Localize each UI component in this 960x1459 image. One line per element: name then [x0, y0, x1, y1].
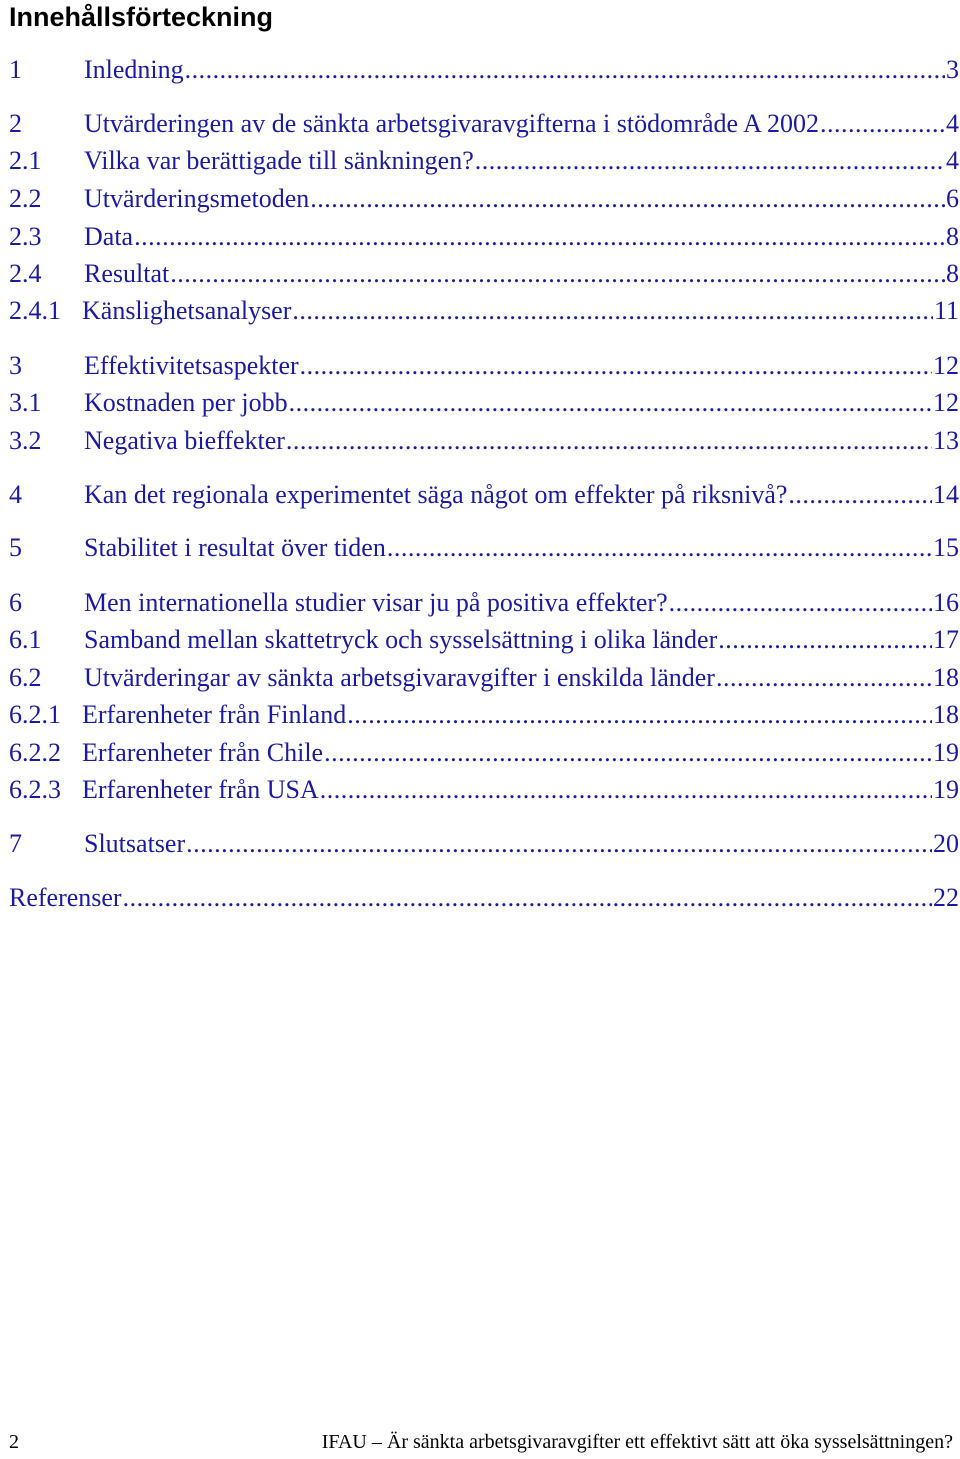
- toc-entry-title: Utvärderingen av de sänkta arbetsgivaravgifterna i stödområde A 2002: [84, 109, 819, 138]
- toc-entry-title: Stabilitet i resultat över tiden: [84, 533, 386, 562]
- toc-entry-text: [82, 294, 959, 328]
- toc-entry[interactable]: [9, 736, 959, 770]
- toc-entry[interactable]: [9, 144, 959, 178]
- toc-entry[interactable]: [9, 53, 959, 87]
- toc-entry-text: [84, 182, 959, 216]
- toc-entry[interactable]: [9, 698, 959, 732]
- toc-entry-title: Kostnaden per jobb: [84, 388, 288, 417]
- dot-leader: [716, 661, 932, 695]
- toc-entry-title: Men internationella studier visar ju på positiva effekter?: [84, 588, 668, 617]
- toc-entry-number: 2.4.1: [9, 296, 61, 325]
- toc-entry-page-number: 8: [946, 259, 959, 288]
- toc-entry[interactable]: [9, 531, 959, 565]
- toc-entry-title: Kan det regionala experimentet säga något om effekter på riksnivå?: [84, 480, 788, 509]
- toc-entry-text: [84, 424, 959, 458]
- toc-entry[interactable]: [9, 257, 959, 291]
- toc-entry-page-number: 8: [946, 222, 959, 251]
- toc-entry-title: Referenser: [9, 883, 122, 912]
- toc-entry-text: [84, 586, 959, 620]
- toc-entry-title: Negativa bieffekter: [84, 426, 285, 455]
- toc-entry-number: 6.2: [9, 663, 42, 692]
- page-footer: [9, 1428, 953, 1456]
- toc-entry-page-number: 19: [933, 775, 959, 804]
- toc-entry-number: 2.3: [9, 222, 42, 251]
- toc-entry[interactable]: [9, 182, 959, 216]
- toc-entry-page-number: 17: [933, 625, 959, 654]
- toc-entry-number: 2.1: [9, 146, 42, 175]
- dot-leader: [788, 478, 932, 512]
- toc-entry-page-number: 14: [933, 480, 959, 509]
- toc-entry-title: Känslighetsanalyser: [82, 296, 292, 325]
- toc-entry-number: 6.2.2: [9, 738, 61, 767]
- toc-entry-page-number: 13: [933, 426, 959, 455]
- toc-entry-title: Resultat: [84, 259, 170, 288]
- toc-entry-page-number: 11: [933, 296, 959, 325]
- toc-entry-number: 2: [9, 109, 22, 138]
- toc-entry-number: 3.2: [9, 426, 42, 455]
- toc-entry-title: Erfarenheter från Chile: [82, 738, 324, 767]
- toc-entry-page-number: 22: [933, 883, 959, 912]
- dot-leader: [320, 773, 932, 807]
- toc-entry-number: 7: [9, 829, 22, 858]
- toc-entry-title: Slutsatser: [84, 829, 186, 858]
- toc-entry-number: 5: [9, 533, 22, 562]
- dot-leader: [387, 531, 932, 565]
- toc-entry-title: Utvärderingar av sänkta arbetsgivaravgifter i enskilda länder: [84, 663, 715, 692]
- toc-entry-title: Vilka var berättigade till sänkningen?: [84, 146, 474, 175]
- dot-leader: [820, 107, 945, 141]
- toc-entry-number: 3: [9, 351, 22, 380]
- toc-entry[interactable]: [9, 661, 959, 695]
- dot-leader: [475, 144, 945, 178]
- toc-entry-text: [84, 386, 959, 420]
- footer-text: IFAU – Är sänkta arbetsgivaravgifter ett effektivt sätt att öka sysselsättningen?: [321, 1431, 953, 1453]
- toc-entry[interactable]: [9, 773, 959, 807]
- toc-entry-number: 6.2.3: [9, 775, 61, 804]
- dot-leader: [324, 736, 932, 770]
- toc-entry-title: Utvärderingsmetoden: [84, 184, 310, 213]
- dot-leader: [310, 182, 945, 216]
- toc-entry-text: [84, 53, 959, 87]
- toc-entry-text: [82, 698, 959, 732]
- toc-entry-text: [84, 220, 959, 254]
- toc-entry[interactable]: [9, 623, 959, 657]
- toc-entry[interactable]: [9, 827, 959, 861]
- dot-leader: [286, 424, 932, 458]
- toc-entry[interactable]: [9, 478, 959, 512]
- toc-entry[interactable]: [9, 586, 959, 620]
- toc-entry-page-number: 4: [946, 109, 959, 138]
- dot-leader: [300, 349, 932, 383]
- toc-entry-text: [82, 736, 959, 770]
- toc-entry-title: Effektivitetsaspekter: [84, 351, 299, 380]
- toc-entry-number: 6.1: [9, 625, 42, 654]
- footer-page-number: 2: [9, 1431, 19, 1453]
- toc-entry-number: 4: [9, 480, 22, 509]
- dot-leader: [134, 220, 945, 254]
- toc-entry-text: [84, 107, 959, 141]
- toc-entry[interactable]: [9, 220, 959, 254]
- toc-entry-page-number: 3: [946, 55, 959, 84]
- toc-entry-number: 6.2.1: [9, 700, 61, 729]
- toc-entry-text: [84, 478, 959, 512]
- toc-entry-page-number: 20: [933, 829, 959, 858]
- toc-entry-text: [84, 623, 959, 657]
- toc-entry-title: Samband mellan skattetryck och sysselsättning i olika länder: [84, 625, 718, 654]
- dot-leader: [718, 623, 932, 657]
- toc-entry-page-number: 15: [933, 533, 959, 562]
- toc-entry-title: Erfarenheter från USA: [82, 775, 319, 804]
- dot-leader: [669, 586, 932, 620]
- toc-entry[interactable]: [9, 294, 959, 328]
- toc-entry-text: [82, 773, 959, 807]
- toc-entry-page-number: 18: [933, 700, 959, 729]
- dot-leader: [347, 698, 932, 732]
- dot-leader: [289, 386, 932, 420]
- toc-entry-number: 2.4: [9, 259, 42, 288]
- toc-entry-number: 6: [9, 588, 22, 617]
- dot-leader: [186, 827, 932, 861]
- dot-leader: [185, 53, 945, 87]
- toc-entry[interactable]: [9, 349, 959, 383]
- toc-entry-page-number: 18: [933, 663, 959, 692]
- toc-entry-text: [84, 349, 959, 383]
- toc-entry-title: Inledning: [84, 55, 184, 84]
- page-title: Innehållsförteckning: [9, 2, 274, 32]
- toc-entry-text: [84, 827, 959, 861]
- toc-entry-page-number: 19: [933, 738, 959, 767]
- toc-entry-title: Data: [84, 222, 134, 251]
- toc-entry[interactable]: [9, 386, 959, 420]
- dot-leader: [123, 881, 932, 915]
- toc-entry-page-number: 12: [933, 388, 959, 417]
- dot-leader: [292, 294, 933, 328]
- toc-entry-page-number: 4: [946, 146, 959, 175]
- toc-entry-page-number: 6: [946, 184, 959, 213]
- toc-entry[interactable]: [9, 107, 959, 141]
- toc-entry-page-number: 12: [933, 351, 959, 380]
- toc-entry-title: Erfarenheter från Finland: [82, 700, 347, 729]
- toc-entry[interactable]: [9, 881, 959, 915]
- dot-leader: [170, 257, 945, 291]
- toc-entry-text: [9, 881, 959, 915]
- toc-entry-number: 3.1: [9, 388, 42, 417]
- toc-entry[interactable]: [9, 424, 959, 458]
- toc-entry-text: [84, 257, 959, 291]
- toc-entry-text: [84, 661, 959, 695]
- toc-entry-number: 1: [9, 55, 22, 84]
- toc-entry-text: [84, 531, 959, 565]
- toc-entry-number: 2.2: [9, 184, 42, 213]
- toc-entry-text: [84, 144, 959, 178]
- toc-entry-page-number: 16: [933, 588, 959, 617]
